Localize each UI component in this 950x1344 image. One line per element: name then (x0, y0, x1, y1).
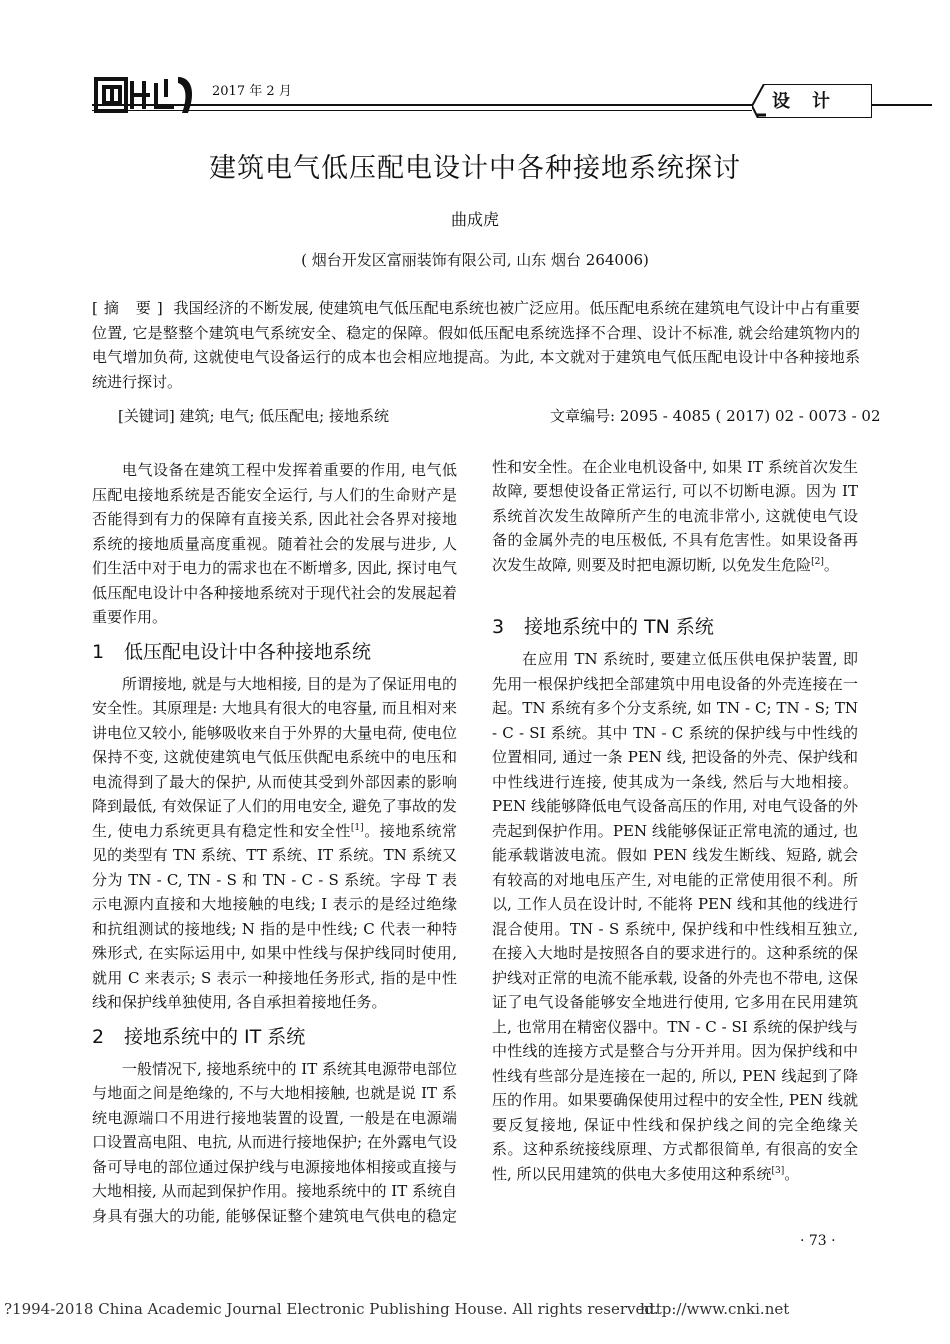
issue-date: 2017 年 2 月 (212, 84, 292, 99)
header-rule-thin (92, 110, 752, 111)
paper-title: 建筑电气低压配电设计中各种接地系统探讨 (209, 153, 741, 184)
keywords (118, 405, 389, 426)
citation-2[interactable]: [2] (811, 556, 824, 567)
affiliation: ( 烟台开发区富丽装饰有限公司, 山东 烟台 264006) (301, 251, 649, 269)
section-3-paragraph: 在应用 TN 系统时, 要建立低压供电保护装置, 即先用一根保护线把全部建筑中用电设备的外壳连接在一起。TN 系统有多个分支系统, 如 TN - C; TN - S; TN - C - SI 系统。其中 TN - C 系统的保护线与中性线的位置相同, 通过一条 PEN 线, 把设备的外壳、保护线和中性线进行连接, 使其成为一条线, 然后与大地相接。PEN 线能够降低电气设备高压的作用, 对电气设备的外壳起到保护作用。PEN 线能够保证正常电流的通过, 也能承载谐波电流。假如 PEN 线发生断线、短路, 就会有较高的对地电压产生, 对电能的正常使用很不利。所以, 工作人员在设计时, 不能将 PEN 线和其他的线进行混合使用。TN - S 系统中, 保护线和中性线相互独立, 在接入大地时是按照各自的要求进行的。这种系统的保护线对正常的电流不能承载, 设备的外壳也不带电, 这保证了电气设备能够安全地进行使用, 它多用在民用建筑上, 也常用在精密仪器中。TN - C - SI 系统的保护线与中性线的连接方式是整合与分开并用。因为保护线和中性线有些部分是连接在一起的, 所以, PEN 线起到了降压的作用。如果要确保使用过程中的安全性, PEN 线就要反复接地, 保证中性线和保护线之间的完全绝缘关系。这种系统接线原理、方式都很简单, 有很高的安全性, 所以民用建筑的供电大多使用这种系统[3]。 (492, 650, 858, 1183)
keywords-text: 建筑; 电气; 低压配电; 接地系统 (179, 407, 389, 425)
abstract-text: 我国经济的不断发展, 使建筑电气低压配电系统也被广泛应用。低压配电系统在建筑电气设计中占有重要位置, 它是整整个建筑电气系统安全、稳定的保障。假如低压配电系统选择不合理、设计不标准, 就会给建筑物内的电气增加负荷, 这就使电气设备运行的成本也会相应地提高。为此, 本文就对于建筑电气低压配电设计中各种接地系统进行探讨。 (92, 299, 860, 391)
section-3-title: 接地系统中的 TN 系统 (524, 616, 714, 638)
section-2-number: 2 (92, 1025, 105, 1048)
citation-1[interactable]: [1] (350, 822, 364, 833)
copyright-notice: ?1994-2018 China Academic Journal Electronic Publishing House. All rights reserved. (4, 1300, 659, 1318)
abstract (92, 296, 860, 394)
section-2-continuation: 性和安全性。在企业电机设备中, 如果 IT 系统首次发生故障, 要想使设备正常运行, 可以不切断电源。因为 IT 系统首次发生故障所产生的电流非常小, 这就使电气设备的金属外壳的电压极低, 不具有危害性。如果设备再次发生故障, 则要及时把电源切断, 以免发生危险[2]。 (492, 458, 858, 574)
citation-3[interactable]: [3] (771, 1165, 785, 1176)
section-1-paragraph: 所谓接地, 就是与大地相接, 目的是为了保证用电的安全性。其原理是: 大地具有很大的电容量, 而且相对来讲电位又较小, 能够吸收来自于外界的大量电荷, 使电位保持不变, 这就使建筑电气低压供配电系统中的电压和电流得到了最大的保护, 从而使其受到外部因素的影响降到最低, 有效保证了人们的用电安全, 避免了事故的发生, 使电力系统更具有稳定性和安全性[1]。接地系统常见的类型有 TN 系统、TT 系统、IT 系统。TN 系统又分为 TN - C, TN - S 和 TN - C - S 系统。字母 T 表示电源内直接和大地接触的电线; I 表示的是经过绝缘和抗组测试的接地线; N 指的是中性线; C 代表一种特殊形式, 在实际运用中, 如果中性线与保护线同时使用, 就用 C 来表示; S 表示一种接地任务形式, 指的是中性线和保护线单独使用, 各自承担着接地任务。 (92, 674, 457, 1011)
section-label: 设计 (772, 91, 852, 112)
section-2-title: 接地系统中的 IT 系统 (124, 1025, 306, 1048)
section-2-continued (492, 458, 858, 605)
left-column (92, 458, 457, 1232)
section-1-heading (92, 636, 457, 668)
right-column (492, 458, 858, 1186)
section-3-number: 3 (492, 616, 505, 638)
section-1-number: 1 (92, 640, 105, 663)
keywords-label: [关键词] (118, 407, 175, 425)
cnki-link[interactable]: http://www.cnki.net (640, 1300, 790, 1318)
intro-paragraph: 电气设备在建筑工程中发挥着重要的作用, 电气低压配电接地系统是否能安全运行, 与人们的生命财产是否能得到有力的保障有直接关系, 因此社会各界对接地系统的接地质量高度重视。随着社会的发展与进步, 人们生活中对于电力的需求也在不断增多, 因此, 探讨电气低压配电设计中各种接地系统对于现代社会的发展起着重要作用。 (92, 461, 457, 626)
abstract-label: [摘 要] (92, 299, 169, 317)
page-number: · 73 · (800, 1233, 836, 1249)
section-1-title: 低压配电设计中各种接地系统 (124, 640, 372, 663)
section-2-paragraph: 一般情况下, 接地系统中的 IT 系统其电源带电部位与地面之间是绝缘的, 不与大地相接触, 也就是说 IT 系统电源端口不用进行接地装置的设置, 一般是在电源端口设置高电阻、电抗, 从而进行接地保护; 在外露电气设备可导电的部位通过保护线与电源接地体相接或直接与大地相接, 从而起到保护作用。接地系统中的 IT 系统自身具有强大的功能, 能够保证整个建筑电气供电的稳定 (92, 1059, 457, 1225)
section-3-heading (492, 611, 858, 643)
section-2-heading (92, 1021, 457, 1053)
article-number: 文章编号: 2095 - 4085 ( 2017) 02 - 0073 - 02 (550, 407, 881, 425)
author-name: 曲成虎 (450, 210, 499, 229)
